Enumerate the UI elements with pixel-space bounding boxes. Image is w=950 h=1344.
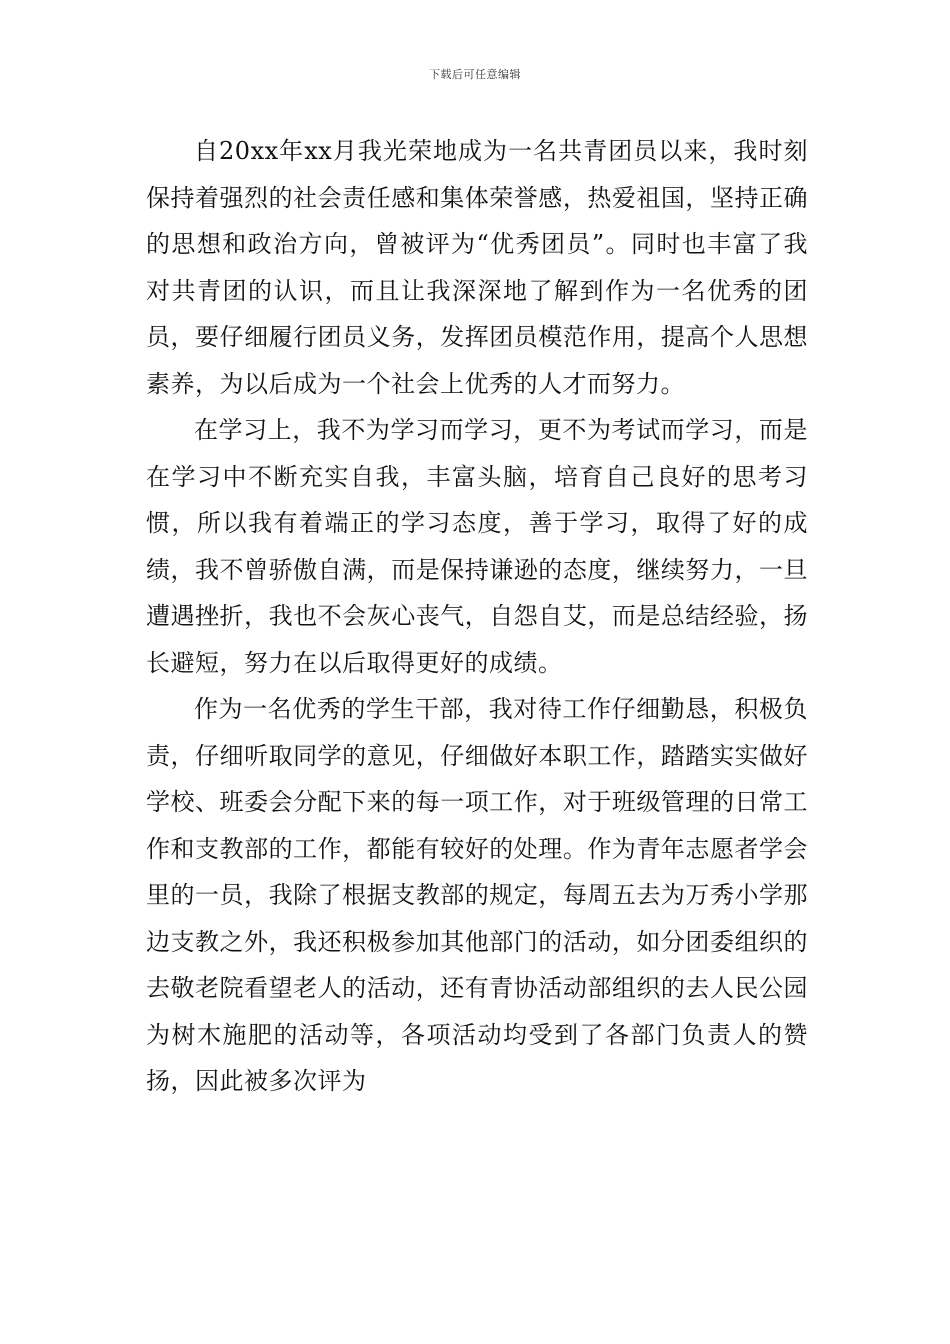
paragraph-2: 在学习上，我不为学习而学习，更不为考试而学习，而是在学习中不断充实自我，丰富头脑，培育自己良好的思考习惯，所以我有着端正的学习态度，善于学习，取得了好的成绩，我不曾骄傲自满，而是保持谦逊的态度，继续努力，一旦遭遇挫折，我也不会灰心丧气，自怨自艾，而是总结经验，扬长避短，努力在以后取得更好的成绩。 — [146, 416, 808, 677]
paragraph-3: 作为一名优秀的学生干部，我对待工作仔细勤恳，积极负责，仔细听取同学的意见，仔细做好本职工作，踏踏实实做好学校、班委会分配下来的每一项工作，对于班级管理的日常工作和支教部的工作，都能有较好的处理。作为青年志愿者学会里的一员，我除了根据支教部的规定，每周五去为万秀小学那边支教之外，我还积极参加其他部门的活动，如分团委组织的去敬老院看望老人的活动，还有青协活动部组织的去人民公园为树木施肥的活动等，各项活动均受到了各部门负责人的赞扬，因此被多次评为 — [146, 695, 808, 1095]
page-header: 下载后可任意编辑 — [429, 68, 521, 81]
paragraph-1: 自20xx年xx月我光荣地成为一名共青团员以来，我时刻保持着强烈的社会责任感和集体荣誉感，热爱祖国，坚持正确的思想和政治方向，曾被评为“优秀团员”。同时也丰富了我对共青团的认识，而且让我深深地了解到作为一名优秀的团员，要仔细履行团员义务，发挥团员模范作用，提高个人思想素养，为以后成为一个社会上优秀的人才而努力。 — [146, 137, 808, 398]
document-body — [146, 128, 808, 1105]
